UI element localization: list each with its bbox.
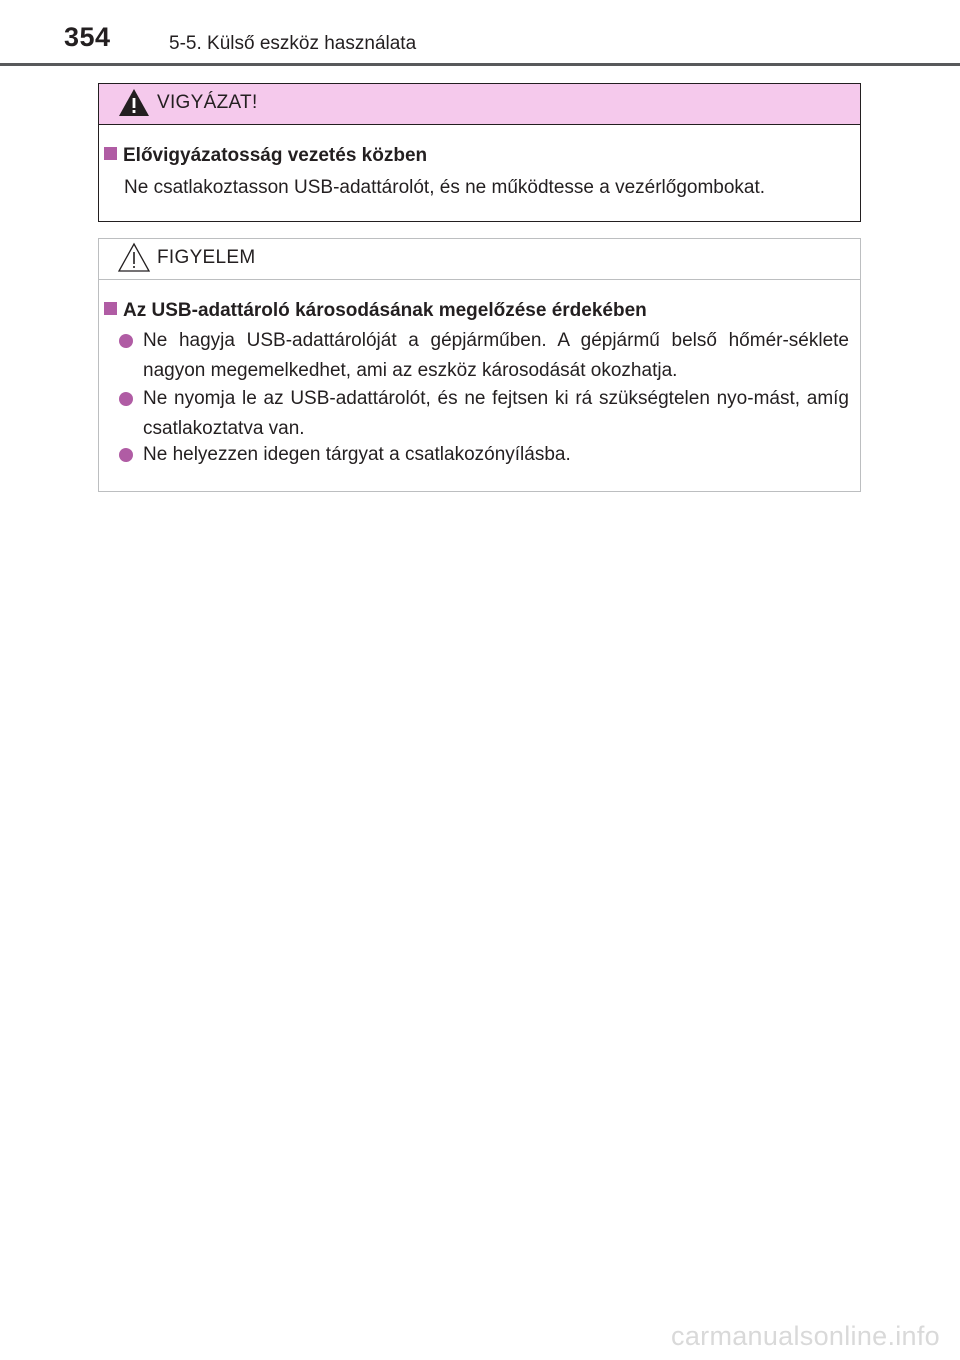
round-bullet-icon — [119, 334, 133, 348]
notice-heading — [104, 300, 647, 322]
square-bullet-icon — [104, 147, 117, 160]
section-title: 5-5. Külső eszköz használata — [169, 33, 417, 54]
notice-warning-icon — [117, 241, 151, 273]
round-bullet-icon — [119, 448, 133, 462]
notice-bullet-text: Ne hagyja USB-adattárolóját a gépjárműben. A gépjármű belső hőmér-séklete nagyon megemelkedhet, ami az eszköz károsodását okozhatja. — [143, 330, 849, 381]
caution-heading — [104, 145, 427, 167]
watermark: carmanualsonline.info — [671, 1321, 940, 1351]
notice-bullet-text: Ne helyezzen idegen tárgyat a csatlakozónyílásba. — [143, 444, 571, 465]
square-bullet-icon — [104, 302, 117, 315]
caution-box-header — [99, 84, 860, 125]
caution-text: Ne csatlakoztasson USB-adattárolót, és ne működtesse a vezérlőgombokat. — [124, 177, 766, 198]
notice-box — [98, 238, 861, 492]
notice-bullet-3 — [119, 440, 849, 470]
notice-bullet-text: Ne nyomja le az USB-adattárolót, és ne fejtsen ki rá szükségtelen nyo-mást, amíg csatlakoztatva van. — [143, 388, 849, 439]
caution-label: VIGYÁZAT! — [157, 92, 258, 113]
page-header — [0, 0, 960, 66]
notice-bullet-1 — [119, 326, 849, 386]
notice-box-header — [99, 239, 860, 280]
page-number: 354 — [64, 22, 111, 52]
notice-label: FIGYELEM — [157, 247, 256, 268]
header-rule — [0, 63, 960, 66]
warning-icon — [117, 86, 151, 118]
caution-heading-text: Elővigyázatosság vezetés közben — [123, 145, 428, 166]
notice-bullet-2 — [119, 384, 849, 444]
round-bullet-icon — [119, 392, 133, 406]
caution-box — [98, 83, 861, 222]
notice-heading-text: Az USB-adattároló károsodásának megelőzése érdekében — [123, 300, 647, 321]
